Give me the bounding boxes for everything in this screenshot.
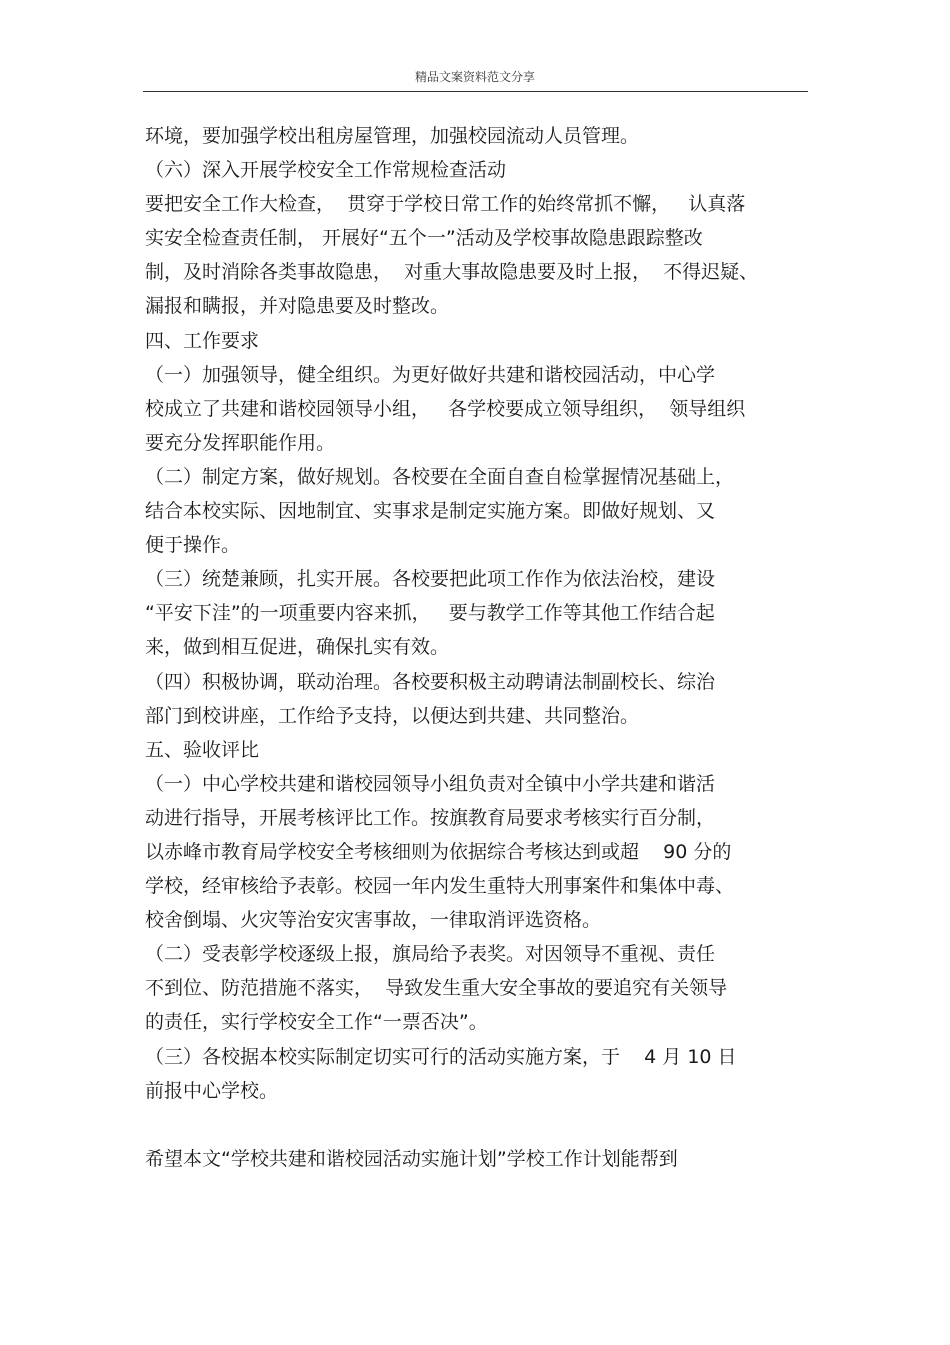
text-line: 结合本校实际、因地制宜、实事求是制定实施方案。即做好规划、又 xyxy=(145,500,716,523)
text-line: （三）各校据本校实际制定切实可行的活动实施方案，于 4 月 10 日 xyxy=(145,1045,737,1068)
blank-line xyxy=(145,1108,815,1142)
text-line: 环境，要加强学校出租房屋管理，加强校园流动人员管理。 xyxy=(145,125,640,147)
text-line: 校舍倒塌、火灾等治安灾害事故，一律取消评选资格。 xyxy=(145,909,602,932)
text-line: 部门到校讲座，工作给予支持，以便达到共建、共同整治。 xyxy=(145,704,640,727)
text-line: 制，及时消除各类事故隐患， 对重大事故隐患要及时上报， 不得迟疑、 xyxy=(145,261,759,284)
text-line: （四）积极协调，联动治理。各校要积极主动聘请法制副校长、综治 xyxy=(145,670,716,693)
text-line: （一）加强领导，健全组织。为更好做好共建和谐校园活动，中心学 xyxy=(145,363,716,386)
text-line: “平安下洼”的一项重要内容来抓， 要与教学工作等其他工作结合起 xyxy=(145,602,715,625)
text-line: 校成立了共建和谐校园领导小组， 各学校要成立领导组织， 领导组织 xyxy=(145,397,746,420)
text-line: 动进行指导，开展考核评比工作。按旗教育局要求考核实行百分制， xyxy=(145,806,716,829)
text-line: 漏报和瞒报，并对隐患要及时整改。 xyxy=(145,295,450,318)
text-line: 以赤峰市教育局学校安全考核细则为依据综合考核达到或超 90 分的 xyxy=(145,840,732,863)
text-line: 学校，经审核给予表彰。校园一年内发生重特大刑事案件和集体中毒、 xyxy=(145,875,735,898)
text-line: 四、工作要求 xyxy=(145,329,260,352)
document-body xyxy=(145,119,815,1176)
text-line: （二）制定方案，做好规划。各校要在全面自查自检掌握情况基础上， xyxy=(145,465,735,488)
text-line: 的责任，实行学校安全工作“一票否决”。 xyxy=(145,1011,488,1034)
text-line: 希望本文“学校共建和谐校园活动实施计划”学校工作计划能帮到 xyxy=(145,1147,678,1170)
text-line: 五、验收评比 xyxy=(145,738,260,761)
text-line: 来，做到相互促进，确保扎实有效。 xyxy=(145,636,450,659)
text-line: 要充分发挥职能作用。 xyxy=(145,431,336,454)
text-line: （三）统楚兼顾，扎实开展。各校要把此项工作作为依法治校，建设 xyxy=(145,568,716,591)
text-line: 前报中心学校。 xyxy=(145,1079,279,1102)
text-line: 不到位、防范措施不落实， 导致发生重大安全事故的要追究有关领导 xyxy=(145,977,728,1000)
header-rule xyxy=(143,91,808,92)
page-header: 精品文案资料范文分享 xyxy=(414,70,535,84)
text-line: 要把安全工作大检查， 贯穿于学校日常工作的始终常抓不懈， 认真落 xyxy=(145,193,746,216)
text-line: 便于操作。 xyxy=(145,534,241,557)
text-line: （六）深入开展学校安全工作常规检查活动 xyxy=(145,159,507,182)
text-line: 实安全检查责任制， 开展好“五个一”活动及学校事故隐患跟踪整改 xyxy=(145,227,703,250)
text-line: （二）受表彰学校逐级上报，旗局给予表奖。对因领导不重视、责任 xyxy=(145,943,716,966)
text-line: （一）中心学校共建和谐校园领导小组负责对全镇中小学共建和谐活 xyxy=(145,772,716,795)
